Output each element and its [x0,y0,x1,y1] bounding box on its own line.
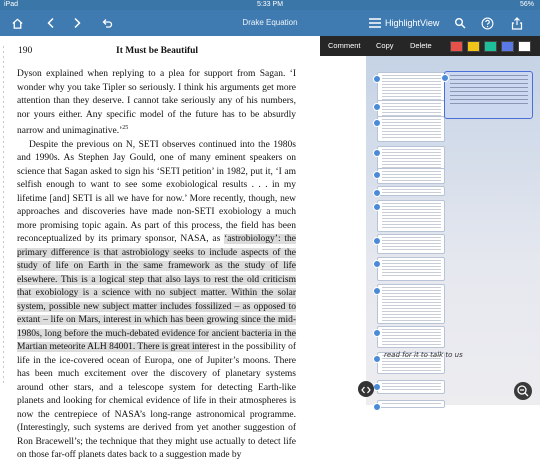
footnote-marker: 25 [122,125,129,131]
paragraph-text: Despite the previous on N, SETI observes continued into the 1980s and 1990s. As Stephen Jay Gould, one of many eminent speakers on science that Sagan asked to sign his ‘SETI petition’ in 1982, put it, ‘I am selfish enough to want to see some exobiological results . . . in my lifetime [and] SETI is all we have for now.’ More recently, though, new approaches and discoveries have made non-SETI exobiology a much more promising topic again. As part of this process, the field has been reconceptualized by its primary sponsor, NASA, as [17,139,296,245]
highlight-card[interactable] [377,380,445,394]
brand-label: HighlightView [385,18,440,28]
comment-button[interactable]: Comment [328,41,361,50]
paragraph-text: est in the possibility of life in the ice-covered ocean of Europa, one of Jupiter’s moons. There has been much excitement over the discovery of planetary systems around other stars, and a telescope system for detecting Earth-like planets and looking for chemical evidence of life in their atmospheres is now the centrepiece of NASA’s long-range astronomical programme. (Interestingly, such systems are derived from yet another suggestion of Ron Bracewell’s; the technique that they might use actually to detect life on those far-off planets dates back to a suggestion made by [17,342,297,461]
color-swatch-blue[interactable] [501,41,514,52]
color-swatch-green[interactable] [484,41,497,52]
highlight-marker [373,355,381,363]
document-title: Drake Equation [242,18,298,27]
highlight-marker [373,260,381,268]
highlight-marker [373,149,381,157]
share-button[interactable] [506,12,528,34]
highlight-marker [373,329,381,337]
search-icon [454,17,466,29]
body-text[interactable] [17,68,296,463]
delete-button[interactable]: Delete [410,41,432,50]
selected-note-card[interactable] [444,71,533,119]
status-bar [0,0,540,10]
highlight-card[interactable] [377,284,445,324]
highlight-marker [373,383,381,391]
list-icon [368,17,382,29]
highlightview-button[interactable] [368,15,439,31]
highlight-card[interactable] [377,234,445,254]
device-label: iPad [4,1,19,8]
pdf-page[interactable] [0,36,366,461]
highlighted-text[interactable]: ‘astrobiology’: the primary difference is that astrobiology seeks to include aspects of the study of life on Earth in the same framework as the study of life elsewhere. This is a logical step that also lays to rest the old criticism that exobiology is a science with no subject matter. Within the solar system, possible new subject matter includes fossilized – as opposed to extant – life on Mars, interest in which has been growing since the mid-1980s, long before the much-debated evidence for ancient bacteria in the Martian meteorite ALH 84001. There is great inter [17,234,296,353]
page-number: 190 [18,46,33,56]
color-swatch-yellow[interactable] [467,41,480,52]
highlight-marker [373,403,381,411]
help-button[interactable] [476,12,498,34]
copy-button[interactable]: Copy [376,41,394,50]
help-icon [481,17,494,30]
highlight-marker [373,75,381,83]
highlight-card[interactable] [377,116,445,142]
expand-arrows-icon [361,386,371,394]
battery-level: 56% [519,1,534,8]
highlight-marker [373,119,381,127]
paragraph [17,68,296,139]
search-button[interactable] [449,12,471,34]
highlight-marker [373,203,381,211]
zoom-out-icon [514,382,532,400]
highlight-card[interactable] [377,326,445,348]
clock: 5:33 PM [256,1,284,8]
highlight-marker [373,287,381,295]
highlight-card[interactable] [377,168,445,184]
highlight-marker [373,103,381,111]
highlight-card[interactable] [377,186,445,196]
highlight-card[interactable] [377,257,445,281]
share-icon [511,17,523,30]
annotation-menu [320,36,540,56]
running-head: It Must be Beautiful [116,46,199,56]
color-swatch-white[interactable] [518,41,531,52]
margin-rule [3,46,4,386]
highlight-card[interactable] [377,200,445,232]
collapse-panel-button[interactable] [358,381,374,397]
paragraph-text: Dyson explained when replying to a plea for support from Sagan. ‘I wonder why you take Tipler so seriously. I think his arguments get more attention than they deserve. I cannot take seriously any of his numbers, nor yours either. Any specific model of the future has to be absurdly narrow and unimaginative.’ [17,69,296,137]
note-marker [441,74,449,82]
highlight-marker [373,189,381,197]
color-swatch-red[interactable] [450,41,463,52]
highlight-card[interactable] [377,400,445,408]
highlight-marker [373,171,381,179]
handwritten-note: read for it to talk to us [384,351,463,359]
highlight-marker [373,237,381,245]
zoom-button[interactable] [514,382,532,400]
toolbar [0,10,540,36]
paragraph [17,139,296,463]
